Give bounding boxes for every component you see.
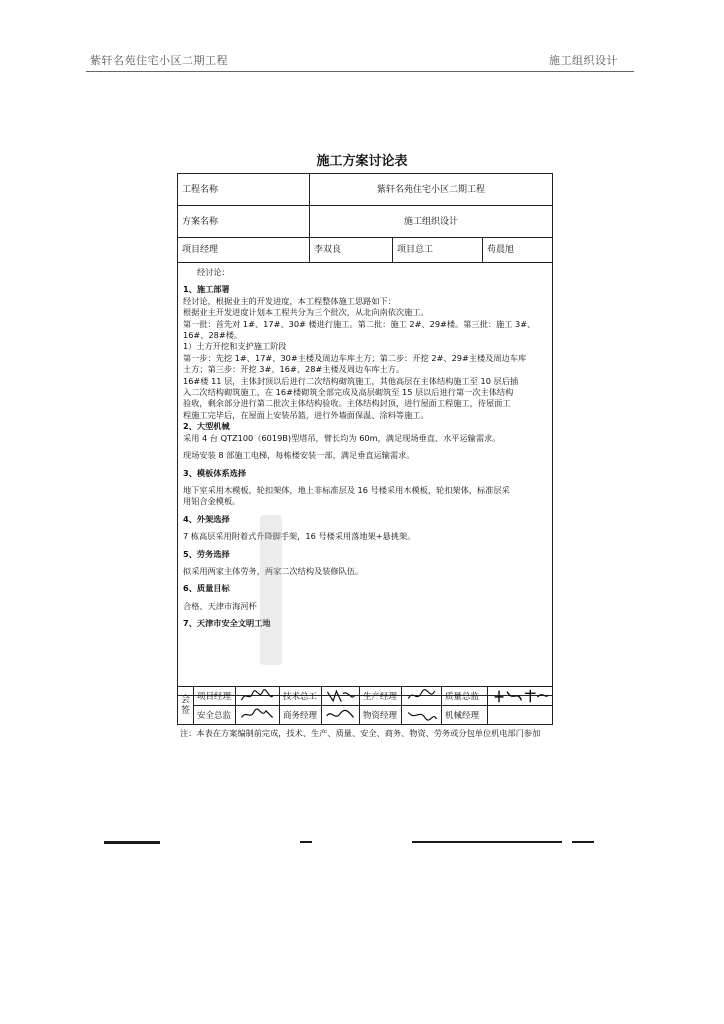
discussion-label: 经讨论： (197, 267, 230, 277)
scan-streak (412, 841, 562, 843)
section-heading: 6、质量目标 (183, 583, 230, 594)
pm-label: 项目经理 (178, 238, 310, 263)
role-project-manager: 项目经理 (194, 687, 236, 706)
body-line: 经讨论，根据业主的开发进度，本工程整体施工思路如下： (183, 295, 396, 306)
scanned-form (160, 145, 564, 765)
role-materials-manager: 物资经理 (360, 706, 402, 725)
body-line: 拟采用两家主体劳务，两家二次结构及装修队伍。 (183, 565, 364, 576)
chief-label: 项目总工 (393, 238, 483, 263)
signature-commercial-manager (322, 706, 360, 725)
role-quality-director: 质量总监 (442, 687, 488, 706)
chief-value: 苟晨旭 (483, 238, 553, 263)
scan-streak (572, 841, 594, 843)
role-commercial-manager: 商务经理 (280, 706, 322, 725)
header-rule (86, 71, 634, 72)
signature-materials-manager (402, 706, 442, 725)
signature-production-manager (402, 687, 442, 706)
section-heading: 3、模板体系选择 (183, 467, 247, 478)
discussion-form-table (177, 173, 553, 696)
running-header-project: 紫轩名苑住宅小区二期工程 (90, 54, 228, 67)
discussion-body (178, 263, 553, 696)
signature-safety-director (236, 706, 280, 725)
signature-quality-director (488, 687, 553, 706)
body-line: 入二次结构砌筑施工，在 16#楼砌筑全部完成及高层砌筑至 15 层以后进行第一次主体结构 (183, 387, 514, 398)
role-technical-chief: 技术总工 (280, 687, 322, 706)
body-line: 第一批：首先对 1#、17#、30# 楼进行施工。第二批：施工 2#、29#楼。第三批：施工 3#、 (183, 318, 536, 329)
body-line: 程施工完毕后，在屋面上安装吊篮，进行外墙面保温、涂料等施工。 (183, 409, 429, 420)
role-production-manager: 生产经理 (360, 687, 402, 706)
body-line: 合格、天津市海河杯 (183, 600, 257, 611)
body-line: 1）土方开挖和支护施工阶段 (183, 341, 287, 352)
project-name-label: 工程名称 (178, 174, 310, 206)
signature-machinery-manager-empty (488, 706, 553, 725)
section-heading: 1、施工部署 (183, 284, 230, 295)
section-heading: 5、劳务选择 (183, 548, 230, 559)
plan-name-label: 方案名称 (178, 206, 310, 238)
scan-streak (300, 841, 312, 843)
section-heading: 4、外架选择 (183, 513, 230, 524)
running-header-section: 施工组织设计 (549, 54, 618, 67)
body-line: 16#、28#楼。 (183, 330, 243, 341)
role-machinery-manager: 机械经理 (442, 706, 488, 725)
body-line: 16#楼 11 层，主体封顶以后进行二次结构砌筑施工，其他高层在主体结构施工至 10 层后插 (183, 375, 519, 386)
body-line: 地下室采用木模板，轮扣架体，地上非标准层及 16 号楼采用木模板，轮扣架体，标准层采 (183, 484, 510, 495)
section-heading: 7、天津市安全文明工地 (183, 618, 271, 629)
body-line: 7 栋高层采用附着式升降脚手架，16 号楼采用落地架+悬挑架。 (183, 531, 416, 542)
form-footnote: 注：本表在方案编制前完成，技术、生产、质量、安全、商务、物资、劳务或分包单位机电部门参加 (180, 728, 541, 738)
body-line: 验收，剩余部分进行第二批次主体结构验收。主体结构封顶，进行屋面工程施工，待屋面工 (183, 398, 511, 409)
signature-project-manager (236, 687, 280, 706)
signature-technical-chief (322, 687, 360, 706)
section-heading: 2、大型机械 (183, 421, 230, 432)
role-safety-director: 安全总监 (194, 706, 236, 725)
scan-streak (104, 841, 160, 844)
form-title: 施工方案讨论表 (316, 154, 408, 169)
body-line: 土方；第三步：开挖 3#、16#、28#主楼及周边车库土方。 (183, 364, 405, 375)
pm-value: 李双良 (310, 238, 393, 263)
body-line: 根据业主开发进度计划本工程共分为三个批次，从北向南依次施工。 (183, 307, 429, 318)
countersign-label: 会签 (178, 687, 194, 725)
body-line: 第一步：先挖 1#、17#、30#主楼及周边车库土方；第二步：开挖 2#、29#主楼及周边车库 (183, 352, 527, 363)
project-name-value: 紫轩名苑住宅小区二期工程 (310, 174, 553, 206)
body-line: 用铝合金模板。 (183, 496, 241, 507)
body-line: 采用 4 台 QTZ100（6019B)型塔吊，臂长均为 60m，满足现场垂直、水平运输需求。 (183, 432, 501, 443)
countersign-table (177, 686, 553, 725)
plan-name-value: 施工组织设计 (310, 206, 553, 238)
scan-smudge (260, 515, 282, 665)
body-line: 现场安装 8 部施工电梯，每栋楼安装一部，满足垂直运输需求。 (183, 450, 415, 461)
